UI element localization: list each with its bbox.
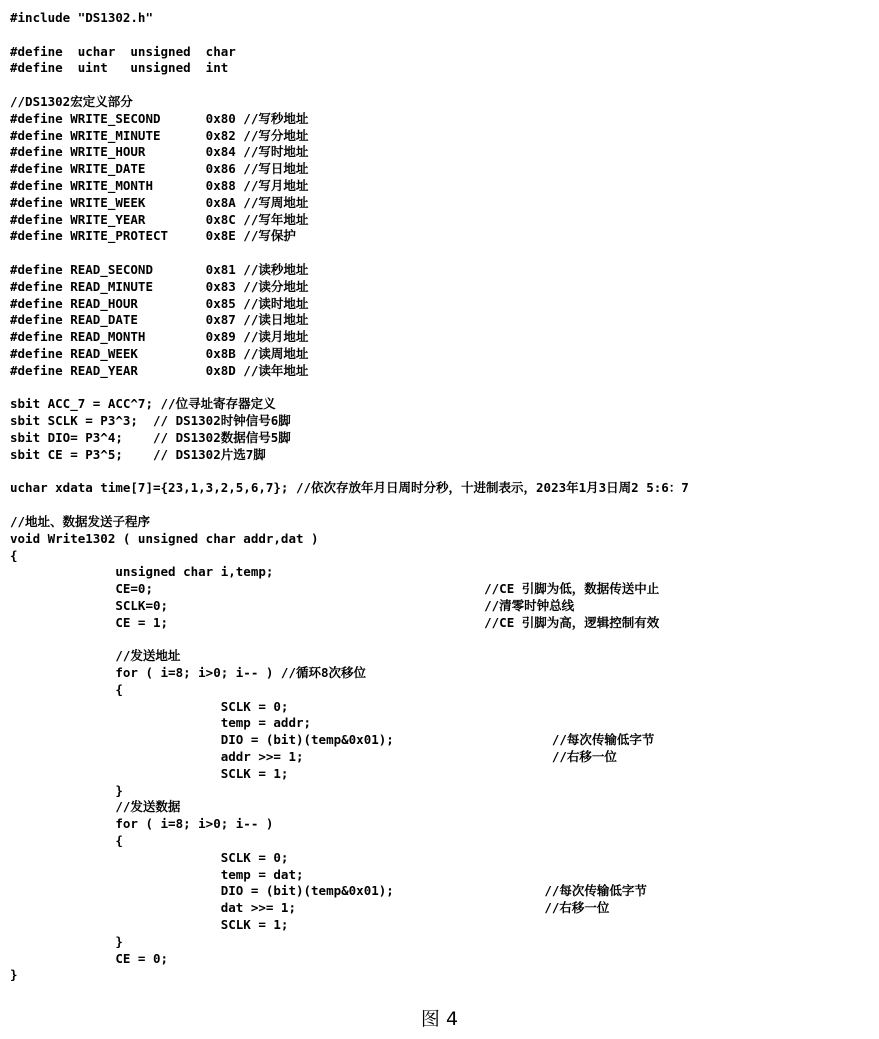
- blank-line: [10, 77, 875, 94]
- code-line: CE = 1; //CE 引脚为高，逻辑控制有效: [10, 614, 660, 630]
- code-line: SCLK=0; //清零时钟总线: [10, 597, 575, 613]
- code-line: CE=0; //CE 引脚为低，数据传送中止: [10, 581, 660, 597]
- code-line: for ( i=8; i>0; i-- ): [10, 816, 274, 832]
- code-line: #define WRITE_YEAR 0x8C //写年地址: [10, 211, 309, 227]
- code-line: }: [10, 782, 123, 798]
- code-line: SCLK = 1;: [10, 917, 289, 933]
- code-line: {: [10, 547, 18, 563]
- code-line: #define READ_WEEK 0x8B //读周地址: [10, 345, 309, 361]
- code-line: addr >>= 1; //右移一位: [10, 749, 617, 765]
- code-line: #define READ_YEAR 0x8D //读年地址: [10, 362, 309, 378]
- code-line: //发送地址: [10, 648, 181, 664]
- code-line: #define READ_MINUTE 0x83 //读分地址: [10, 278, 309, 294]
- blank-line: [10, 464, 875, 481]
- blank-line: [10, 245, 875, 262]
- code-line: //发送数据: [10, 799, 181, 815]
- code-line: }: [10, 933, 123, 949]
- blank-line: [10, 497, 875, 514]
- code-line: #define uint unsigned int: [10, 60, 229, 76]
- code-line: //地址、数据发送子程序: [10, 513, 151, 529]
- blank-line: [10, 380, 875, 397]
- code-line: #include "DS1302.h": [10, 10, 153, 25]
- blank-line: [10, 27, 875, 44]
- code-line: temp = dat;: [10, 866, 304, 882]
- code-line: {: [10, 833, 123, 849]
- blank-line: [10, 631, 875, 648]
- code-listing: [10, 10, 875, 984]
- code-line: DIO = (bit)(temp&0x01); //每次传输低字节: [10, 883, 647, 899]
- code-line: sbit CE = P3^5; // DS1302片选7脚: [10, 446, 266, 462]
- code-line: //DS1302宏定义部分: [10, 93, 133, 109]
- code-line: #define WRITE_WEEK 0x8A //写周地址: [10, 194, 309, 210]
- code-line: #define READ_MONTH 0x89 //读月地址: [10, 329, 309, 345]
- code-line: #define WRITE_MINUTE 0x82 //写分地址: [10, 127, 309, 143]
- code-line: #define WRITE_MONTH 0x88 //写月地址: [10, 177, 309, 193]
- code-line: #define WRITE_DATE 0x86 //写日地址: [10, 161, 309, 177]
- code-line: for ( i=8; i>0; i-- ) //循环8次移位: [10, 665, 366, 681]
- code-line: SCLK = 0;: [10, 698, 289, 714]
- code-line: }: [10, 967, 18, 983]
- code-line: temp = addr;: [10, 715, 312, 731]
- code-line: #define WRITE_SECOND 0x80 //写秒地址: [10, 110, 309, 126]
- code-line: #define WRITE_HOUR 0x84 //写时地址: [10, 144, 309, 160]
- code-line: sbit SCLK = P3^3; // DS1302时钟信号6脚: [10, 413, 291, 429]
- code-line: {: [10, 681, 123, 697]
- code-line: CE = 0;: [10, 950, 169, 966]
- code-line: uchar xdata time[7]={23,1,3,2,5,6,7}; //依次存放年月日周时分秒，十进制表示，2023年1月3日周2 5:6：7: [10, 480, 689, 496]
- code-line: sbit DIO= P3^4; // DS1302数据信号5脚: [10, 429, 291, 445]
- code-line: DIO = (bit)(temp&0x01); //每次传输低字节: [10, 732, 655, 748]
- code-line: #define READ_SECOND 0x81 //读秒地址: [10, 261, 309, 277]
- code-line: #define READ_DATE 0x87 //读日地址: [10, 312, 309, 328]
- figure-caption: 图 4: [420, 1008, 459, 1030]
- code-line: #define uchar unsigned char: [10, 43, 236, 59]
- code-line: void Write1302 ( unsigned char addr,dat ): [10, 530, 319, 546]
- code-line: SCLK = 1;: [10, 765, 289, 781]
- code-line: sbit ACC_7 = ACC^7; //位寻址寄存器定义: [10, 396, 276, 412]
- code-line: #define READ_HOUR 0x85 //读时地址: [10, 295, 309, 311]
- code-line: SCLK = 0;: [10, 849, 289, 865]
- code-line: unsigned char i,temp;: [10, 564, 274, 580]
- code-line: #define WRITE_PROTECT 0x8E //写保护: [10, 228, 296, 244]
- code-line: dat >>= 1; //右移一位: [10, 900, 610, 916]
